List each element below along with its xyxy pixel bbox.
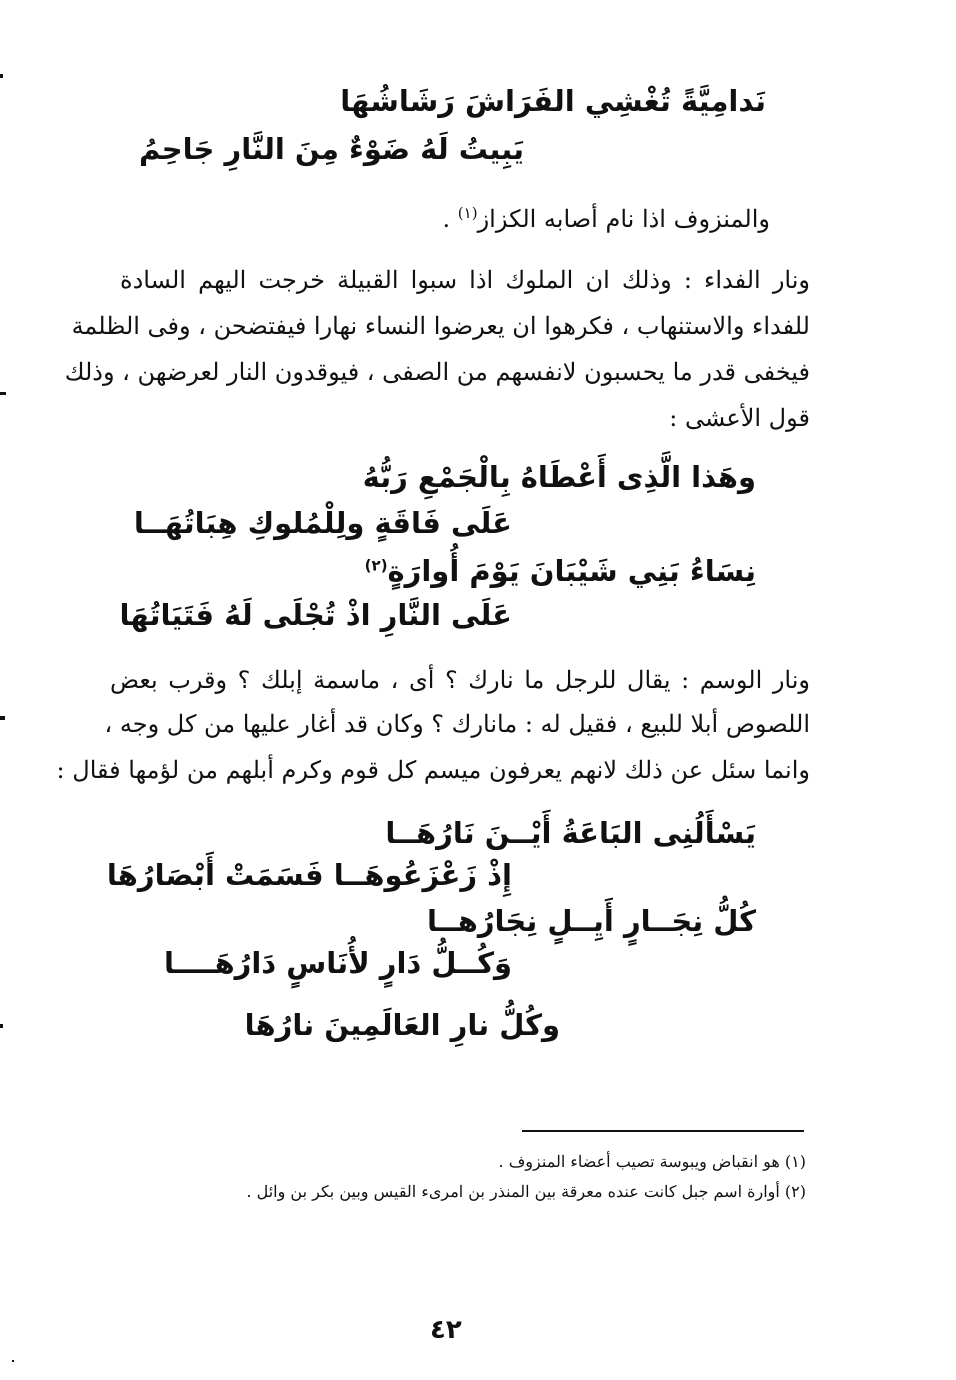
verse-3-line-5: وكُلُّ نارِ العَالَمِينَ نارُهَا xyxy=(244,1008,560,1042)
verse-2-line-2: عَلَى فَاقَةٍ ولِلْمُلوكِ هِبَاتُهَــا xyxy=(133,506,512,540)
verse-3-line-1: يَسْأَلُنِى البَاعَةُ أَيْــنَ نَارُهَــا xyxy=(385,816,756,850)
prose-3-line-3: وانما سئل عن ذلك لانهم يعرفون ميسم كل قوم وكرم أبلهم من لؤمها فقال : xyxy=(56,756,810,784)
prose-2-line-4: قول الأعشى : xyxy=(669,404,810,432)
scan-edge-mark xyxy=(0,716,5,720)
footnote-divider xyxy=(522,1130,804,1132)
scan-edge-mark xyxy=(0,1024,3,1028)
prose-2-line-1: ونار الفداء : وذلك ان الملوك اذا سبوا القبيلة خرجت اليهم السادة xyxy=(120,266,810,294)
verse-3-line-4: وَكُــلُّ دَارٍ لأُنَاسٍ دَارُهَــــا xyxy=(164,946,512,980)
prose-1-end: . xyxy=(442,205,451,233)
scan-edge-mark xyxy=(0,74,3,78)
prose-2-line-3: فيخفى قدر ما يحسبون لانفسهم من الصفى ، فيوقدون النار لعرضهن ، وذلك xyxy=(64,358,810,386)
verse-1-line-2: يَبِيتُ لَهُ ضَوْءٌ مِنَ النَّارِ جَاحِمُ xyxy=(139,132,524,166)
verse-2-line-3-text: نِسَاءُ بَنِي شَيْبَانَ يَوْمَ أُوارَةٍ xyxy=(387,554,756,588)
page-number: ٤٢ xyxy=(430,1315,462,1345)
footnote-1: (١) هو انقباض ويبوسة تصيب أعضاء المنزوف . xyxy=(498,1152,806,1171)
prose-3-line-2: اللصوص أبلا للبيع ، فقيل له : مانارك ؟ وكان قد أغار عليها من كل وجه ، xyxy=(104,710,810,738)
verse-3-line-2: إِذْ زَعْزَعُوهَــا فَسَمَتْ أَبْصَارُهَا xyxy=(106,858,512,892)
prose-2-line-2: للفداء والاستنهاب ، فكرهوا ان يعرضوا النساء نهارا فيفتضحن ، وفى الظلمة xyxy=(71,312,810,340)
prose-1-line-1 xyxy=(443,204,771,233)
scan-edge-mark xyxy=(12,1360,14,1362)
footnote-ref-2[interactable]: (٢) xyxy=(364,556,388,575)
footnote-ref-1[interactable]: (١) xyxy=(457,204,478,222)
verse-3-line-3: كُلُّ نِجَــارٍ أَيِــلٍ نِجَارُهــا xyxy=(427,904,756,938)
prose-3-line-1: ونار الوسم : يقال للرجل ما نارك ؟ أى ، ماسمة إبلك ؟ وقرب بعض xyxy=(110,666,810,694)
verse-2-line-1: وهَذا الَّذِى أَعْطَاهُ بِالْجَمْعِ رَبُّهُ xyxy=(362,460,756,494)
verse-1-line-1: نَدامِيَّةً تُغْشِي الفَرَاشَ رَشَاشُهَا xyxy=(340,84,766,118)
footnote-2: (٢) أوارة اسم جبل كانت عنده معرقة بين المنذر بن امرىء القيس وبين بكر بن وائل . xyxy=(246,1182,806,1201)
prose-1-text: والمنزوف اذا نام أصابه الكزاز xyxy=(477,205,770,233)
scan-edge-mark xyxy=(0,392,6,395)
verse-2-line-4: عَلَى النَّارِ اذْ تُجْلَى لَهُ فَتَيَاتُهَا xyxy=(119,598,512,632)
verse-2-line-3 xyxy=(365,554,756,588)
